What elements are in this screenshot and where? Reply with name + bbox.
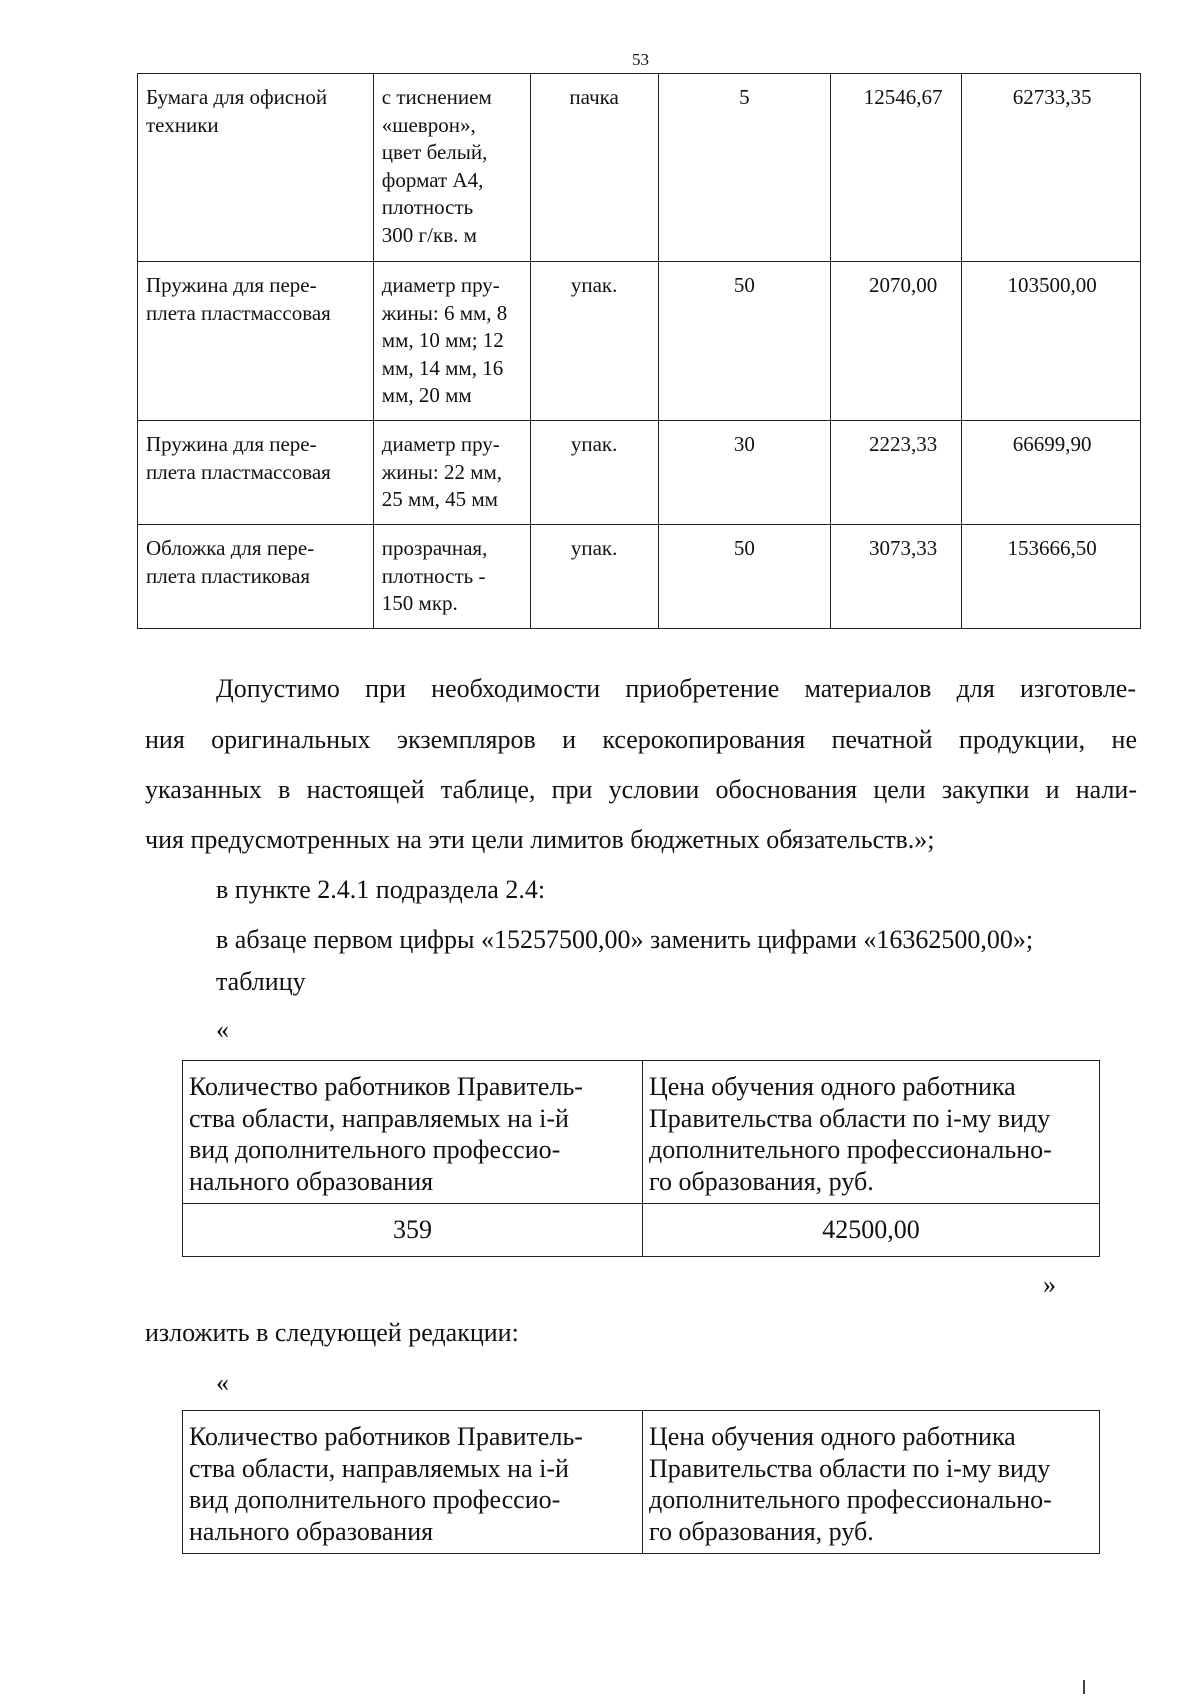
item-price: 2070,00 bbox=[831, 262, 962, 421]
item-price: 3073,33 bbox=[831, 525, 962, 629]
item-unit: пачка bbox=[530, 74, 658, 262]
header-right: Цена обучения одного работника Правительства области по i-му виду дополнительного профессионально- го образования, руб. bbox=[643, 1411, 1100, 1554]
new-table bbox=[182, 1410, 1100, 1554]
header-left: Количество работников Правитель- ства области, направляемых на i-й вид дополнительного профессио- нального образования bbox=[183, 1061, 643, 1204]
paragraph-line-3: указанных в настоящей таблице, при условии обоснования цели закупки и нали- bbox=[145, 775, 1137, 804]
item-unit: упак. bbox=[530, 262, 658, 421]
materials-table bbox=[137, 73, 1141, 629]
item-characteristics: диаметр пру- жины: 6 мм, 8 мм, 10 мм; 12 мм, 14 мм, 16 мм, 20 мм bbox=[373, 262, 530, 421]
table-row bbox=[138, 74, 1141, 262]
item-sum: 66699,90 bbox=[962, 421, 1141, 525]
table-row bbox=[183, 1204, 1100, 1257]
page-number: 53 bbox=[632, 50, 649, 69]
item-sum: 62733,35 bbox=[962, 74, 1141, 262]
item-unit: упак. bbox=[530, 421, 658, 525]
item-characteristics: прозрачная, плотность - 150 мкр. bbox=[373, 525, 530, 629]
table-row bbox=[138, 262, 1141, 421]
item-price: 12546,67 bbox=[831, 74, 962, 262]
old-table bbox=[182, 1060, 1100, 1257]
point-line: в пункте 2.4.1 подраздела 2.4: bbox=[216, 875, 546, 904]
paragraph-line-1: Допустимо при необходимости приобретение материалов для изготовле- bbox=[216, 674, 1136, 703]
header-left: Количество работников Правитель- ства области, направляемых на i-й вид дополнительного профессио- нального образования bbox=[183, 1411, 643, 1554]
table-word: таблицу bbox=[216, 967, 306, 996]
table-row bbox=[138, 421, 1141, 525]
close-quote: » bbox=[1043, 1270, 1056, 1299]
header-right: Цена обучения одного работника Правительства области по i-му виду дополнительного профессионально- го образования, руб. bbox=[643, 1061, 1100, 1204]
item-quantity: 50 bbox=[658, 525, 831, 629]
value-left: 359 bbox=[183, 1204, 643, 1257]
item-quantity: 5 bbox=[658, 74, 831, 262]
new-edition-line: изложить в следующей редакции: bbox=[145, 1318, 519, 1347]
value-right: 42500,00 bbox=[643, 1204, 1100, 1257]
item-sum: 153666,50 bbox=[962, 525, 1141, 629]
table-row bbox=[138, 525, 1141, 629]
replace-line: в абзаце первом цифры «15257500,00» заменить цифрами «16362500,00»; bbox=[216, 925, 1034, 954]
paragraph-line-4: чия предусмотренных на эти цели лимитов бюджетных обязательств.»; bbox=[145, 825, 935, 854]
paragraph-line-2: ния оригинальных экземпляров и ксерокопирования печатной продукции, не bbox=[145, 725, 1137, 754]
table-row bbox=[183, 1061, 1100, 1204]
item-price: 2223,33 bbox=[831, 421, 962, 525]
item-sum: 103500,00 bbox=[962, 262, 1141, 421]
item-name: Пружина для пере- плета пластмассовая bbox=[138, 262, 374, 421]
item-characteristics: диаметр пру- жины: 22 мм, 25 мм, 45 мм bbox=[373, 421, 530, 525]
scan-mark bbox=[1083, 1680, 1085, 1694]
table-row bbox=[183, 1411, 1100, 1554]
item-name: Бумага для офисной техники bbox=[138, 74, 374, 262]
open-quote: « bbox=[216, 1015, 229, 1044]
item-quantity: 50 bbox=[658, 262, 831, 421]
item-quantity: 30 bbox=[658, 421, 831, 525]
item-characteristics: с тиснением «шеврон», цвет белый, формат А4, плотность 300 г/кв. м bbox=[373, 74, 530, 262]
open-quote: « bbox=[216, 1368, 229, 1397]
item-name: Обложка для пере- плета пластиковая bbox=[138, 525, 374, 629]
item-name: Пружина для пере- плета пластмассовая bbox=[138, 421, 374, 525]
item-unit: упак. bbox=[530, 525, 658, 629]
